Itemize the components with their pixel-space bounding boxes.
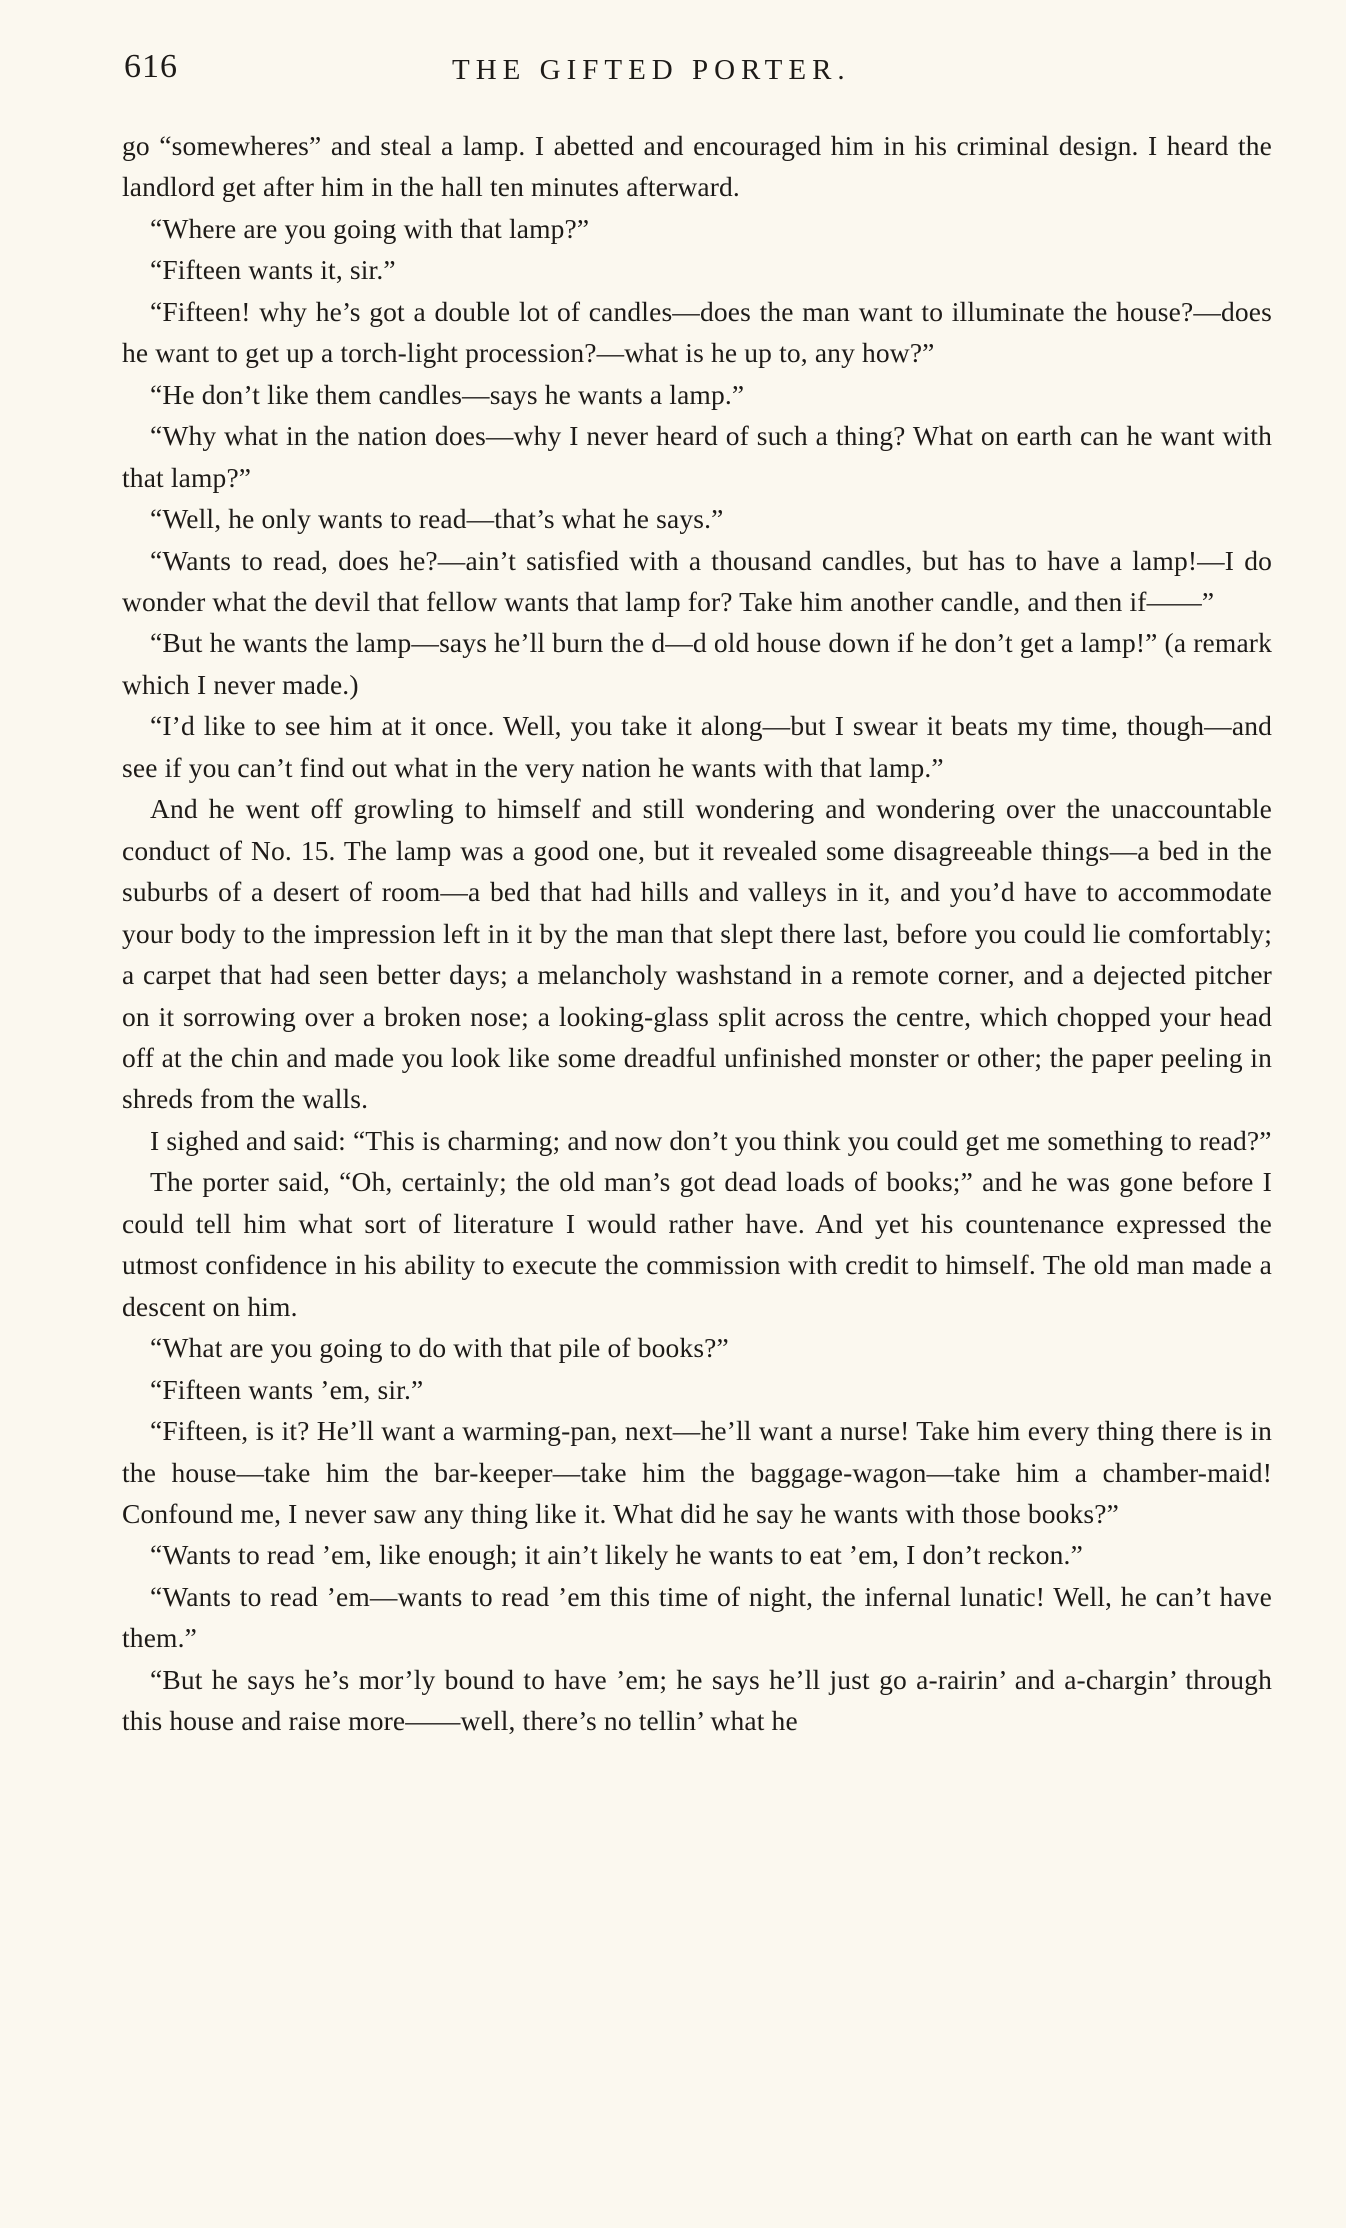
paragraph: “I’d like to see him at it once. Well, you take it along—but I swear it beats my time, though—and see if you can’t find out what in the very nation he wants with that lamp.” [122,710,1272,783]
paragraph: “Where are you going with that lamp?” [150,212,590,244]
paragraph: “What are you going to do with that pile of books?” [150,1332,729,1364]
paragraph: “He don’t like them candles—says he wants a lamp.” [150,378,745,410]
paragraph: “Why what in the nation does—why I never heard of such a thing? What on earth can he want with that lamp?” [122,420,1272,493]
paragraph: The porter said, “Oh, certainly; the old man’s got dead loads of books;” and he was gone before I could tell him what sort of literature I would rather have. And yet his countenance expressed the utmost confidence in his ability to execute the commission with credit to himself. The old man made a descent on him. [122,1166,1272,1322]
running-title: THE GIFTED PORTER. [452,54,851,86]
paragraph: “Fifteen! why he’s got a double lot of candles—does the man want to illuminate the house?—does he want to get up a torch-light procession?—what is he up to, any how?” [122,295,1272,369]
paragraph: And he went off growling to himself and still wondering and wondering over the unaccountable conduct of No. 15. The lamp was a good one, but it revealed some disagreeable things—a bed in the suburbs of a desert of room—a bed that had hills and valleys in it, and you’d have to accommodate your body to the impression left in it by the man that slept there last, before you could lie comfortably; a carpet that had seen better days; a melancholy washstand in a remote corner, and a dejected pitcher on it sorrowing over a broken nose; a looking-glass split across the centre, which chopped your head off at the chin and made you look like some dreadful unfinished monster or other; the paper peeling in shreds from the walls. [122,793,1272,1115]
paragraph: “But he says he’s mor’ly bound to have ’em; he says he’ll just go a-rairin’ and a-chargin’ through this house and raise more——well, there’s no tellin’ what he [122,1663,1272,1737]
paragraph: “Fifteen, is it? He’ll want a warming-pan, next—he’ll want a nurse! Take him every thing there is in the house—take him the bar-keeper—take him the baggage-wagon—take him a chamber-maid! Confound me, I never saw any thing like it. What did he say he wants with those books?” [122,1415,1272,1529]
paragraph: “Wants to read ’em, like enough; it ain’t likely he wants to eat ’em, I don’t reckon.” [150,1539,1083,1571]
page-header [122,44,1272,92]
paragraph: “Well, he only wants to read—that’s what he says.” [150,503,724,535]
paragraph: “Fifteen wants it, sir.” [150,254,396,286]
paragraph: “Wants to read, does he?—ain’t satisfied with a thousand candles, but has to have a lamp!—I do wonder what the devil that fellow wants that lamp for? Take him another candle, and then if——” [122,544,1272,617]
page-number: 616 [124,48,178,85]
paragraph: go “somewheres” and steal a lamp. I abetted and encouraged him in his criminal design. I heard the landlord get after him in the hall ten minutes afterward. [122,130,1272,203]
paragraph: “Fifteen wants ’em, sir.” [150,1373,424,1405]
body-text [122,125,1272,1742]
paragraph: I sighed and said: “This is charming; and now don’t you think you could get me something to read?” [150,1124,1272,1156]
paragraph: “But he wants the lamp—says he’ll burn the d—d old house down if he don’t get a lamp!” (a remark which I never made.) [122,627,1273,700]
paragraph: “Wants to read ’em—wants to read ’em this time of night, the infernal lunatic! Well, he can’t have them.” [122,1580,1272,1654]
